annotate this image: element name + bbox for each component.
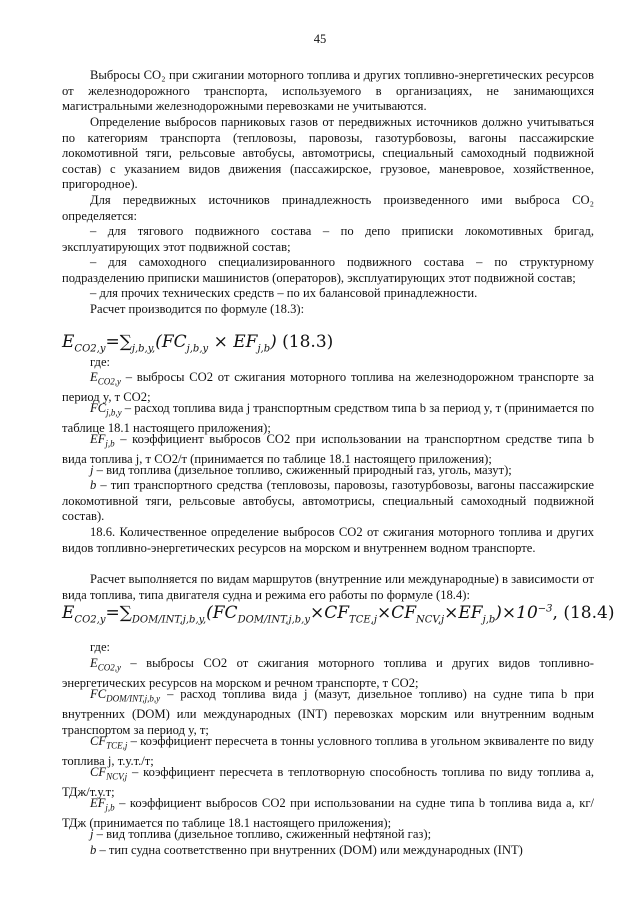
definition-b: b – тип транспортного средства (тепловозы, паровозы, газотурбовозы, вагоны пассажирские локомотивной тяги, рельсовые автобусы, автомотрисы, специальный самоходный подвижной состав). xyxy=(62,478,594,524)
definition2-b: b – тип судна соответственно при внутренних (DOM) или международных (INT) xyxy=(90,843,523,857)
definition-ef: $EF_{j,b}$ – коэффициент выбросов CO2 при использовании на транспортном средстве типа b вида топлива j, т CO2/т (принимается по таблице 18.1 настоящего приложения); xyxy=(62,432,594,467)
definition2-cf-tce: $CF_{TCE,j}$ – коэффициент пересчета в тонны условного топлива в угольном эквиваленте по виду топлива j, т.у.т./т; xyxy=(62,734,594,769)
definition-e-co2: $E_{CO2,y}$ – выбросы CO2 от сжигания моторного топлива на железнодорожном транспорте за период y, т CO2; xyxy=(62,370,594,405)
definition2-ef: $EF_{j,b}$ – коэффициент выбросов CO2 при использовании на судне типа b топлива вида a, кг/ТДж (принимается по таблице 18.1 настоящего приложения); xyxy=(62,796,594,831)
page-number: 45 xyxy=(313,32,327,46)
where-label-1: где: xyxy=(90,355,111,369)
formula-18-4: $E_{CO2,y}=\sum_{DOM/INT,j,b,y,}(FC_{DOM/INT,j,b,y}\times CF_{TCE,j}\times CF_{NCV,j}\times EF_{j,b})\times 10^{-3}$, (18.4) xyxy=(62,603,615,626)
paragraph-selfpropelled: – для самоходного специализированного подвижного состава – по структурному подразделению приписки машинистов (операторов), эксплуатирующих этот подвижной состав; xyxy=(62,255,594,285)
definition-fc: $FC_{j,b,y}$ – расход топлива вида j транспортным средством типа b за период y, т (принимается по таблице 18.1 настоящего приложения); xyxy=(62,401,594,436)
paragraph-categories: Определение выбросов парниковых газов от передвижных источников должно учитываться по категориям транспорта (тепловозы, паровозы, газотурбовозы, вагоны пассажирские локомотивной тяги, рельсовые автобусы, автомотрисы, специальный самоходный подвижной состав) с указанием видов движения (пассажирское, грузовое, маневровое, хозяйственное, пригородное). xyxy=(62,115,594,192)
paragraph-rail-exclusion: Выбросы CO₂ при сжигании моторного топлива и других топливно-энергетических ресурсов от железнодорожного транспорта, используемого в организациях, не занимающихся магистральными железнодорожными перевозками не учитываются. xyxy=(62,68,594,114)
paragraph-other: – для прочих технических средств – по их балансовой принадлежности. xyxy=(90,286,478,300)
paragraph-ownership: Для передвижных источников принадлежность произведенного ими выброса CO₂ определяется: xyxy=(62,193,594,223)
where-label-2: где: xyxy=(90,640,111,654)
paragraph-calc-18-3: Расчет производится по формуле (18.3): xyxy=(90,302,305,316)
definition2-fc: $FC_{DOM/INT,j,b,y}$ – расход топлива вида j (мазут, дизельное топливо) на судне типа b при внутренних (DOM) или международных (INT) перевозках морским или внутренним водным транспортом за период y, т; xyxy=(62,687,594,737)
formula-18-3: $E_{CO2,y}=\sum_{j,b,y,}(FC_{j,b,y} \times EF_{j,b})$ (18.3) xyxy=(62,332,334,355)
definition-j: j – вид топлива (дизельное топливо, сжиженный природный газ, уголь, мазут); xyxy=(90,463,512,477)
section-18-6: 18.6. Количественное определение выбросов CO2 от сжигания моторного топлива и других видов топливно-энергетических ресурсов на морском и внутреннем водном транспорте. xyxy=(62,525,594,555)
paragraph-traction: – для тягового подвижного состава – по депо приписки локомотивных бригад, эксплуатирующих этот подвижной состав; xyxy=(62,224,594,254)
definition2-cf-ncv: $CF_{NCV,j}$ – коэффициент пересчета в теплотворную способность топлива по виду топлива a, ТДж/т.у.т; xyxy=(62,765,594,800)
paragraph-calc-18-4: Расчет выполняется по видам маршрутов (внутренние или международные) в зависимости от вида топлива, типа двигателя судна и режима его работы по формуле (18.4): xyxy=(62,572,594,602)
definition2-j: j – вид топлива (дизельное топливо, сжиженный нефтяной газ); xyxy=(90,827,432,841)
definition2-e-co2: $E_{CO2,y}$ – выбросы CO2 от сжигания моторного топлива и других видов топливно-энергетических ресурсов на морском и речном транспорте, т CO2; xyxy=(62,656,594,691)
